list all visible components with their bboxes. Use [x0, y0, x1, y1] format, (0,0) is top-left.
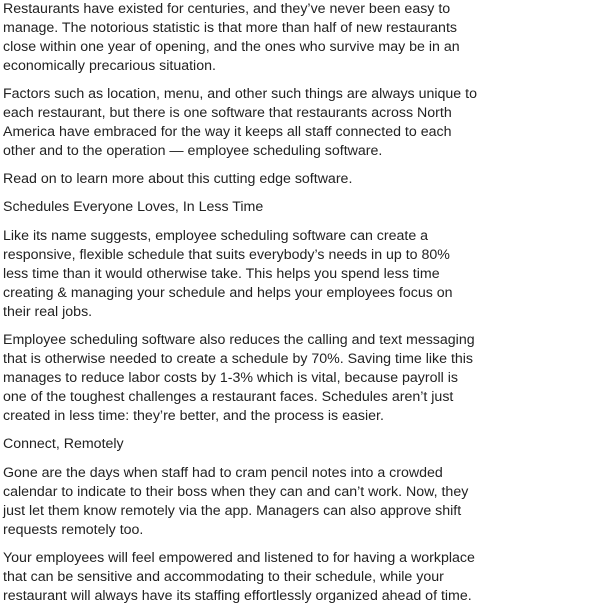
paragraph-empowered: [3, 549, 600, 606]
section-heading-connect: Connect, Remotely: [3, 436, 124, 452]
paragraph-intro: [3, 0, 600, 76]
text-line: Gone are the days when staff had to cram pencil notes into a crowded: [3, 465, 443, 481]
text-line: just let them know remotely via the app. Managers can also approve shift: [3, 503, 462, 519]
text-line: their real jobs.: [3, 304, 93, 320]
text-line: less time than it would otherwise take. This helps you spend less time: [3, 266, 440, 282]
text-line: each restaurant, but there is one software that restaurants across North: [3, 105, 452, 121]
text-line: one of the toughest challenges a restaurant faces. Schedules aren’t just: [3, 389, 454, 405]
text-line: requests remotely too.: [3, 522, 144, 538]
paragraph-gone-are-the-days: [3, 464, 600, 540]
text-line: Like its name suggests, employee scheduling software can create a: [3, 228, 429, 244]
text-line: creating & managing your schedule and helps your employees focus on: [3, 285, 453, 301]
text-line: Read on to learn more about this cutting edge software.: [3, 171, 353, 187]
text-line: Restaurants have existed for centuries, and they’ve never been easy to: [3, 1, 451, 17]
text-line: manage. The notorious statistic is that more than half of new restaurants: [3, 20, 457, 36]
text-line: economically precarious situation.: [3, 58, 216, 74]
paragraph-read-on: [3, 170, 600, 189]
paragraph-factors: [3, 85, 600, 161]
text-line: responsive, flexible schedule that suits everybody’s needs in up to 80%: [3, 247, 450, 263]
text-line: Employee scheduling software also reduces the calling and text messaging: [3, 332, 475, 348]
text-line: Your employees will feel empowered and listened to for having a workplace: [3, 550, 475, 566]
paragraph-reduces-calling: [3, 331, 600, 426]
text-line: restaurant will always have its staffing effortlessly organized ahead of time.: [3, 588, 472, 604]
text-line: close within one year of opening, and the ones who survive may be in an: [3, 39, 460, 55]
text-line: calendar to indicate to their boss when they can and can’t work. Now, they: [3, 484, 469, 500]
text-line: America have embraced for the way it keeps all staff connected to each: [3, 124, 452, 140]
text-line: that is otherwise needed to create a schedule by 70%. Saving time like this: [3, 351, 474, 367]
section-heading-schedules: Schedules Everyone Loves, In Less Time: [3, 199, 264, 215]
text-line: that can be sensitive and accommodating to their schedule, while your: [3, 569, 444, 585]
text-line: manages to reduce labor costs by 1-3% which is vital, because payroll is: [3, 370, 459, 386]
text-line: Factors such as location, menu, and other such things are always unique to: [3, 86, 477, 102]
text-line: other and to the operation — employee scheduling software.: [3, 143, 383, 159]
text-line: created in less time: they’re better, and the process is easier.: [3, 408, 384, 424]
paragraph-like-its-name: [3, 227, 600, 322]
